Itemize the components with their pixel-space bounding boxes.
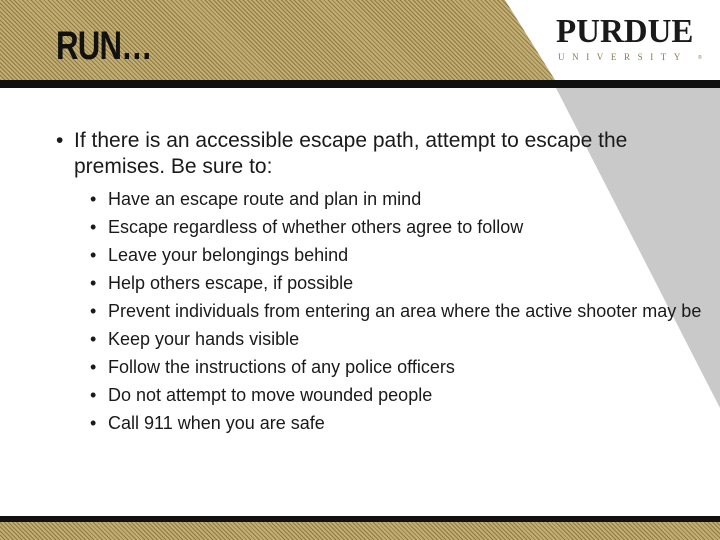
footer-gold-band [0, 522, 720, 540]
list-item-text: Follow the instructions of any police officers [108, 357, 455, 377]
list-item [90, 328, 706, 350]
list-item [90, 356, 706, 378]
list-item-text: Leave your belongings behind [108, 245, 349, 265]
list-item [90, 384, 706, 406]
list-item [90, 272, 706, 294]
list-item [90, 300, 706, 322]
list-item-text: Call 911 when you are safe [108, 413, 325, 433]
list-item [90, 412, 706, 434]
purdue-logo [556, 14, 702, 70]
bullet-marker: • [90, 357, 97, 377]
list-item-text: Help others escape, if possible [108, 273, 354, 293]
bullet-marker: • [90, 329, 97, 349]
bullet-marker: • [90, 189, 97, 209]
list-item-text: Keep your hands visible [108, 329, 300, 349]
list-item [90, 188, 706, 210]
bullet-marker: • [90, 385, 97, 405]
list-item [90, 244, 706, 266]
list-item-text: Do not attempt to move wounded people [108, 385, 433, 405]
logo-wordmark: PURDUE [556, 13, 694, 50]
header-rule [0, 80, 720, 88]
slide-content [56, 128, 706, 440]
list-item [90, 216, 706, 238]
list-item-text: Escape regardless of whether others agree to follow [108, 217, 524, 237]
bullet-marker: • [90, 245, 97, 265]
list-item-text: Prevent individuals from entering an area where the active shooter may be [108, 301, 702, 321]
bullet-marker: • [90, 301, 97, 321]
intro-text: If there is an accessible escape path, attempt to escape the premises. Be sure to: [74, 129, 628, 178]
bullet-marker: • [90, 413, 97, 433]
slide-title: RUN… [56, 24, 152, 68]
intro-bullet [56, 128, 706, 180]
bullet-marker: • [90, 217, 97, 237]
bullet-list [56, 188, 706, 434]
logo-subtitle: UNIVERSITY [558, 52, 688, 62]
logo-registered-mark: ® [698, 55, 702, 61]
list-item-text: Have an escape route and plan in mind [108, 189, 422, 209]
bullet-marker: • [90, 273, 97, 293]
bullet-marker: • [56, 129, 64, 152]
